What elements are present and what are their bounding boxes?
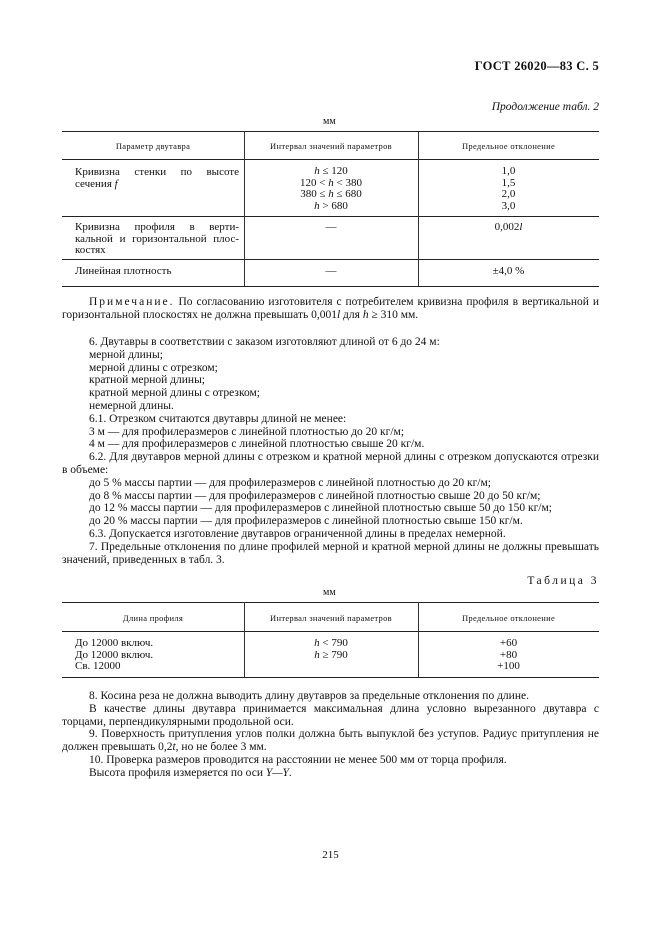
paragraph: кратной мерной длины; [89, 374, 205, 387]
deviation-value: 3,0 [501, 199, 516, 212]
table2-deviation-cell [418, 166, 599, 212]
paragraph: 8. Косина реза не должна выводить длину двутавров за предельные отклонения по длине. [89, 690, 529, 702]
note-paragraph: Примечание. По согласованию изготовителя с потребителем кривизна профиля в вертикальной и горизонтальной плоскостях не должна превышать 0,001l для h ≥ 310 мм. [62, 296, 599, 321]
interval-value: h ≤ 120 [314, 165, 348, 177]
paragraph: кратной мерной длины с отрезком; [89, 387, 260, 400]
paragraph: 9. Поверхность притупления углов полки должна быть выпуклой без уступов. Радиус притупления не должен превышать 0,2t, но не более 3 мм. [62, 728, 599, 754]
length-value: До 12000 включ. [75, 637, 154, 649]
table2-deviation-cell: 0,002l [494, 221, 523, 233]
deviation-value: +80 [499, 648, 518, 661]
body-section-2 [62, 690, 599, 780]
table3-unit: мм [323, 587, 336, 598]
table3-length-cell [75, 638, 239, 673]
table3-deviation-cell [418, 638, 599, 673]
page-header: ГОСТ 26020—83 С. 5 [474, 59, 599, 73]
paragraph: 6. Двутавры в соответствии с заказом изготовляют длиной от 6 до 24 м: [89, 336, 440, 348]
paragraph: 3 м — для профилеразмеров с линейной плотностью до 20 кг/м; [89, 425, 405, 438]
table2-interval-cell [244, 166, 418, 212]
table3-interval-cell [244, 638, 418, 661]
table2-top-rule [62, 131, 599, 132]
deviation-value: +60 [499, 637, 518, 649]
table3-col-header: Интервал значений параметров [270, 613, 392, 623]
deviation-value: +100 [497, 660, 520, 672]
table3-title: Таблица 3 [527, 575, 599, 587]
deviation-value: 1,0 [501, 165, 516, 177]
interval-value: 380 ≤ h ≤ 680 [300, 188, 362, 200]
paragraph: В качестве длины двутавра принимается максимальная длина условно вырезанного двутавра с торцами, перпендикулярными продольной оси. [62, 702, 599, 728]
table3-header-rule [62, 631, 599, 632]
paragraph: 6.2. Для двутавров мерной длины с отрезком и кратной мерной длины с отрезком допускаются отрезки в объеме: [62, 451, 599, 476]
table2-param-cell [75, 166, 239, 190]
paragraph: 7. Предельные отклонения по длине профилей мерной и кратной мерной длины не должны превышать значений, приведенных в табл. 3. [62, 540, 599, 566]
table-note [62, 296, 599, 322]
table2-deviation-cell: ±4,0 % [492, 265, 525, 277]
interval-value: 120 < h < 380 [300, 176, 362, 189]
table2-interval-cell: — [325, 265, 337, 277]
table2-col-header: Предельное отклонение [461, 141, 556, 151]
table2-row-rule [62, 216, 599, 217]
table3-top-rule [62, 602, 599, 603]
paragraph: немерной длины. [89, 399, 174, 412]
length-value: До 12000 включ. [75, 648, 154, 661]
table2-param-cell: Кривизна профиля в верти-кальной и горизонтальной плос-костях [75, 221, 239, 256]
table2-unit: мм [323, 116, 336, 127]
paragraph: мерной длины с отрезком; [89, 361, 218, 374]
table-continuation-label: Продолжение табл. 2 [491, 101, 599, 113]
paragraph: мерной длины; [89, 348, 163, 361]
paragraph: до 5 % массы партии — для профилеразмеров с линейной плотностью до 20 кг/м; [89, 476, 491, 489]
paragraph: 6.3. Допускается изготовление двутавров ограниченной длины в пределах немерной. [89, 527, 506, 540]
deviation-value: 2,0 [501, 188, 516, 200]
interval-value: h < 790 [314, 637, 348, 649]
interval-value: h > 680 [314, 199, 348, 212]
table2-col-header: Интервал значений параметров [270, 141, 392, 151]
paragraph: 4 м — для профилеразмеров с линейной плотностью свыше 20 кг/м. [89, 438, 425, 451]
length-value: Св. 12000 [75, 660, 121, 672]
param-text: Кривизна стенки по высоте сечения [75, 166, 239, 190]
table3-col-header: Длина профиля [122, 613, 184, 623]
table3-col-header: Предельное отклонение [461, 613, 556, 623]
table2-col-header: Параметр двутавра [115, 141, 191, 151]
note-label: Примечание. [89, 296, 175, 308]
interval-value: h ≥ 790 [314, 648, 348, 661]
table2-row-rule [62, 259, 599, 260]
table2-bottom-rule [62, 286, 599, 287]
paragraph: Высота профиля измеряется по оси Y—Y. [89, 766, 292, 779]
table2-param-cell: Линейная плотность [75, 265, 172, 277]
paragraph: 6.1. Отрезком считаются двутавры длиной не менее: [89, 412, 347, 425]
paragraph: до 8 % массы партии — для профилеразмеров с линейной плотностью свыше 20 до 50 кг/м; [89, 489, 541, 502]
page-number: 215 [322, 849, 339, 861]
param-symbol: f [114, 178, 118, 190]
table3-bottom-rule [62, 677, 599, 678]
deviation-value: 1,5 [501, 176, 516, 189]
paragraph: 10. Проверка размеров проводится на расстоянии не менее 500 мм от торца профиля. [89, 753, 507, 766]
table2-interval-cell: — [325, 221, 337, 233]
body-section-1 [62, 336, 599, 566]
paragraph: до 20 % массы партии — для профилеразмеров с линейной плотностью свыше 150 кг/м. [89, 515, 523, 528]
table2-header-rule [62, 159, 599, 160]
paragraph: до 12 % массы партии — для профилеразмеров с линейной плотностью свыше 50 до 150 кг/м; [89, 502, 552, 515]
